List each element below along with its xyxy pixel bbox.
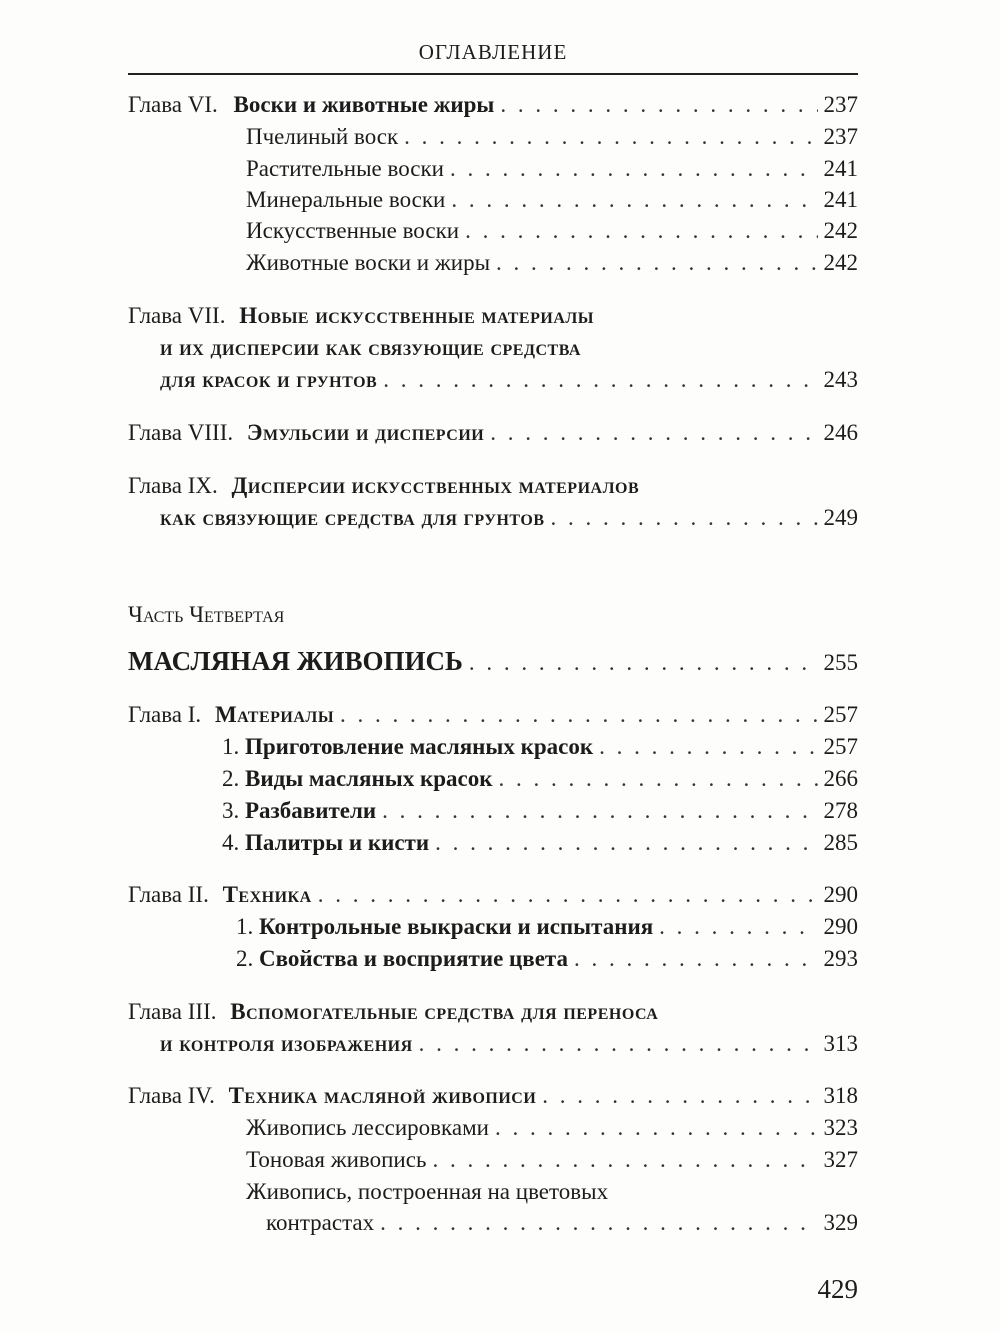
leader-dots — [542, 1081, 817, 1111]
subentry-title: Живопись лессировками — [246, 1115, 489, 1140]
page-ref: 318 — [823, 1083, 858, 1108]
toc-entry-p4ch2 — [128, 880, 858, 910]
page-ref: 327 — [823, 1147, 858, 1172]
toc-entry-ch7-last — [160, 365, 858, 395]
subentry-title: Тоновая живопись — [246, 1147, 427, 1172]
page-ref: 285 — [823, 830, 858, 855]
subentry-title-line: Живопись, построенная на цветовых — [246, 1179, 609, 1204]
toc-entry-ch7 — [128, 301, 594, 331]
page-ref: 257 — [823, 702, 858, 727]
subentry-number: 2. — [222, 766, 240, 791]
page-ref: 241 — [823, 187, 858, 212]
subentry-number: 3. — [222, 798, 240, 823]
subentry-title: Разбавители — [245, 798, 377, 823]
subentry-title: Растительные воски — [246, 156, 444, 181]
leader-dots — [382, 796, 817, 826]
page-ref: 257 — [823, 734, 858, 759]
chapter-label: Глава VIII. — [128, 420, 234, 445]
page-ref: 278 — [823, 798, 858, 823]
toc-subentry — [236, 944, 858, 974]
page-ref: 241 — [823, 156, 858, 181]
leader-dots — [318, 880, 818, 910]
chapter-title: Техника — [222, 882, 312, 907]
chapter-title: Эмульсии и дисперсии — [246, 420, 485, 445]
page-header: ОГЛАВЛЕНИЕ — [418, 40, 568, 64]
subentry-title: Минеральные воски — [246, 187, 446, 212]
leader-dots — [495, 1113, 818, 1143]
toc-subentry — [266, 1208, 858, 1238]
toc-subentry — [222, 796, 858, 826]
toc-subentry — [246, 122, 858, 152]
header-rule — [128, 73, 858, 75]
toc-subentry — [246, 216, 858, 246]
subentry-title: Пчелиный воск — [246, 124, 399, 149]
chapter-title-line: Дисперсии искусственных материалов — [231, 473, 640, 498]
toc-entry-p4ch3 — [128, 997, 658, 1027]
leader-dots — [450, 154, 818, 184]
page-ref: 313 — [823, 1031, 858, 1056]
page-ref: 323 — [823, 1115, 858, 1140]
toc-subentry — [246, 1113, 858, 1143]
leader-dots — [383, 365, 817, 395]
toc-subentry — [236, 912, 858, 942]
toc-entry-p4ch1 — [128, 700, 858, 730]
chapter-label: Глава VI. — [128, 92, 218, 117]
subentry-title: Приготовление масляных красок — [245, 734, 594, 759]
chapter-title-line: для красок и грунтов — [160, 367, 378, 392]
subentry-title-line: контрастах — [266, 1210, 375, 1235]
page-ref: 290 — [823, 882, 858, 907]
page-ref: 242 — [823, 218, 858, 243]
toc-subentry — [246, 1145, 858, 1175]
chapter-title-line: и их дисперсии как связующие средства — [160, 335, 581, 360]
leader-dots — [380, 1208, 817, 1238]
toc-entry-p4ch4 — [128, 1081, 858, 1111]
chapter-title-line: как связующие средства для грунтов — [160, 505, 545, 530]
page-ref: 242 — [823, 250, 858, 275]
toc-subentry — [222, 828, 858, 858]
leader-dots — [500, 90, 817, 120]
toc-subentry — [222, 764, 858, 794]
leader-dots — [340, 700, 817, 730]
chapter-label: Глава IV. — [128, 1083, 215, 1108]
chapter-title: Материалы — [214, 702, 335, 727]
subentry-number: 2. — [236, 946, 254, 971]
chapter-title: Техника масляной живописи — [228, 1083, 537, 1108]
subentry-number: 1. — [236, 914, 254, 939]
leader-dots — [469, 648, 818, 678]
page-ref: 266 — [823, 766, 858, 791]
leader-dots — [498, 764, 817, 794]
leader-dots — [659, 912, 817, 942]
part-label: Часть Четвертая — [128, 602, 285, 627]
leader-dots — [490, 418, 817, 448]
toc-subentry — [246, 154, 858, 184]
subentry-title: Животные воски и жиры — [246, 250, 491, 275]
leader-dots — [432, 1145, 817, 1175]
page-ref: 243 — [823, 367, 858, 392]
chapter-title-line: Новые искусственные материалы — [239, 303, 595, 328]
chapter-label: Глава VII. — [128, 303, 226, 328]
leader-dots — [451, 185, 817, 215]
leader-dots — [551, 503, 818, 533]
subentry-title: Палитры и кисти — [245, 830, 430, 855]
toc-entry-ch8 — [128, 418, 858, 448]
leader-dots — [419, 1029, 818, 1059]
toc-entry-part4 — [128, 646, 858, 678]
toc-entry-ch9-last — [160, 503, 858, 533]
chapter-label: Глава III. — [128, 999, 217, 1024]
part-title: МАСЛЯНАЯ ЖИВОПИСЬ — [128, 646, 463, 676]
leader-dots — [465, 216, 817, 246]
page-number: 429 — [817, 1274, 858, 1304]
page-ref: 237 — [823, 92, 858, 117]
toc-subentry — [246, 248, 858, 278]
page-ref: 290 — [823, 914, 858, 939]
chapter-title: Воски и животные жиры — [233, 92, 495, 117]
toc-entry-p4ch3-last — [160, 1029, 858, 1059]
leader-dots — [599, 732, 817, 762]
subentry-title: Контрольные выкраски и испытания — [259, 914, 654, 939]
leader-dots — [574, 944, 818, 974]
toc-subentry — [246, 185, 858, 215]
subentry-number: 4. — [222, 830, 240, 855]
subentry-title: Искусственные воски — [246, 218, 460, 243]
page-ref: 329 — [823, 1210, 858, 1235]
page-ref: 255 — [823, 650, 858, 675]
page-ref: 237 — [823, 124, 858, 149]
chapter-label: Глава II. — [128, 882, 209, 907]
page-ref: 249 — [823, 505, 858, 530]
subentry-title: Свойства и восприятие цвета — [259, 946, 568, 971]
chapter-title-line: и контроля изображения — [160, 1031, 413, 1056]
chapter-label: Глава IX. — [128, 473, 218, 498]
chapter-label: Глава I. — [128, 702, 202, 727]
toc-entry-ch9 — [128, 471, 639, 501]
toc-subentry — [222, 732, 858, 762]
leader-dots — [496, 248, 817, 278]
chapter-title-line: Вспомогательные средства для переноса — [230, 999, 659, 1024]
leader-dots — [404, 122, 817, 152]
subentry-title: Виды масляных красок — [245, 766, 493, 791]
page-ref: 246 — [823, 420, 858, 445]
leader-dots — [435, 828, 817, 858]
toc-entry-ch6 — [128, 90, 858, 120]
subentry-number: 1. — [222, 734, 240, 759]
page-ref: 293 — [823, 946, 858, 971]
